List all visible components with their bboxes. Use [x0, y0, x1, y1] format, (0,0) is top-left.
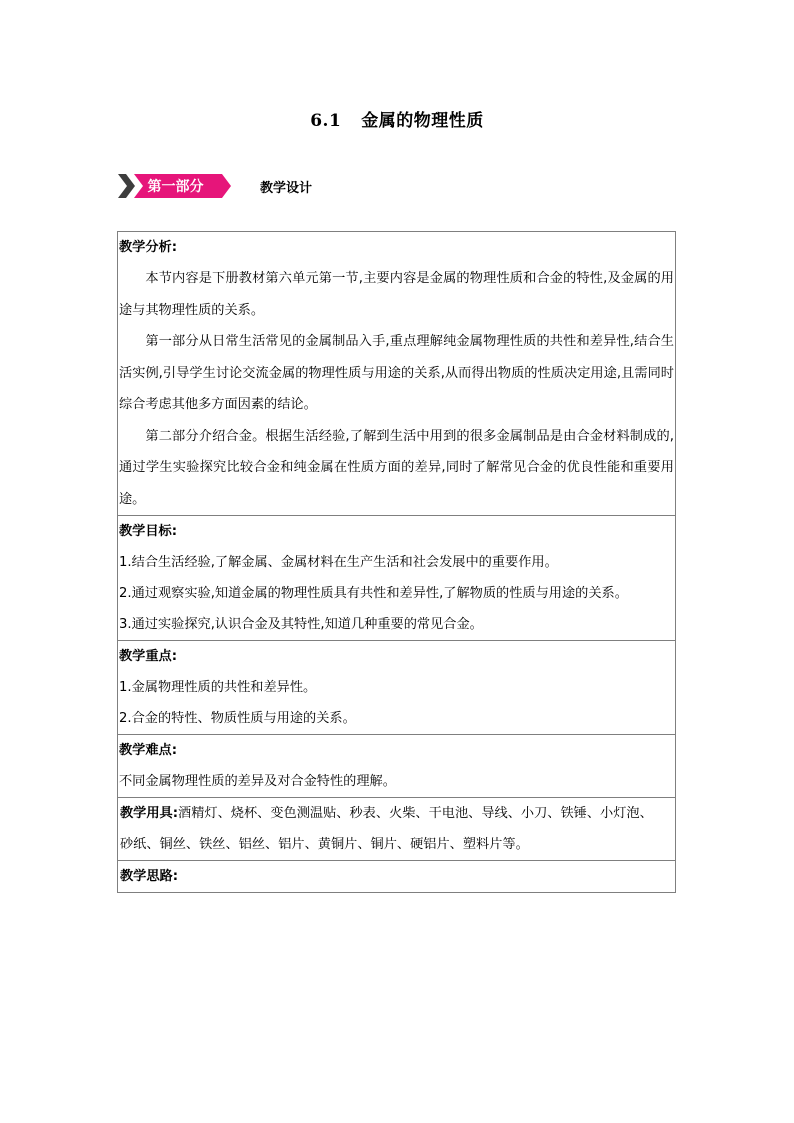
tools-heading: 教学用具: — [120, 806, 179, 821]
part-banner — [118, 172, 478, 200]
tools-line — [120, 798, 674, 829]
difficulties-text: 不同金属物理性质的差异及对合金特性的理解。 — [119, 774, 396, 789]
analysis-paragraph: 第一部分从日常生活常见的金属制品入手,重点理解纯金属物理性质的共性和差异性,结合生活实例,引导学生讨论交流金属的物理性质与用途的关系,从而得出物质的性质决定用途,且需同时综合考虑其他多方面因素的结论。 — [119, 334, 674, 412]
tools-list-continued: 砂纸、铜丝、铁丝、铝丝、铝片、黄铜片、铜片、硬铝片、塑料片等。 — [120, 837, 529, 852]
objective-item: 2.通过观察实验,知道金属的物理性质具有共性和差异性,了解物质的性质与用途的关系。 — [119, 586, 628, 601]
key-point-item: 2.合金的特性、物质性质与用途的关系。 — [119, 711, 356, 726]
section-title: 金属的物理性质 — [361, 111, 484, 131]
analysis-paragraph: 第二部分介绍合金。根据生活经验,了解到生活中用到的很多金属制品是由合金材料制成的,通过学生实验探究比较合金和纯金属在性质方面的差异,同时了解常见合金的优良性能和重要用途。 — [119, 428, 674, 507]
key-points-heading: 教学重点: — [119, 649, 178, 664]
banner-subtitle: 教学设计 — [260, 181, 313, 196]
analysis-heading: 教学分析: — [119, 240, 178, 255]
key-points-cell — [118, 640, 675, 734]
lesson-table — [117, 231, 676, 893]
approach-cell — [118, 860, 675, 892]
difficulties-heading: 教学难点: — [119, 743, 178, 758]
analysis-paragraph: 本节内容是下册教材第六单元第一节,主要内容是金属的物理性质和合金的特性,及金属的用途与其物理性质的关系。 — [119, 271, 674, 318]
section-number: 6.1 — [310, 111, 342, 131]
tools-list: 酒精灯、烧杯、变色测温贴、秒表、火柴、干电池、导线、小刀、铁锤、小灯泡、 — [178, 806, 653, 821]
approach-heading: 教学思路: — [120, 869, 179, 884]
difficulties-cell — [118, 734, 675, 797]
banner-label: 第一部分 — [147, 179, 204, 195]
objectives-cell — [118, 515, 675, 640]
objective-item: 1.结合生活经验,了解金属、金属材料在生产生活和社会发展中的重要作用。 — [119, 555, 558, 570]
tools-cell — [118, 797, 675, 860]
key-point-item: 1.金属物理性质的共性和差异性。 — [119, 680, 317, 695]
objective-item: 3.通过实验探究,认识合金及其特性,知道几种重要的常见合金。 — [119, 617, 483, 632]
analysis-cell — [118, 232, 675, 515]
page-title — [0, 106, 794, 131]
objectives-heading: 教学目标: — [119, 524, 178, 539]
